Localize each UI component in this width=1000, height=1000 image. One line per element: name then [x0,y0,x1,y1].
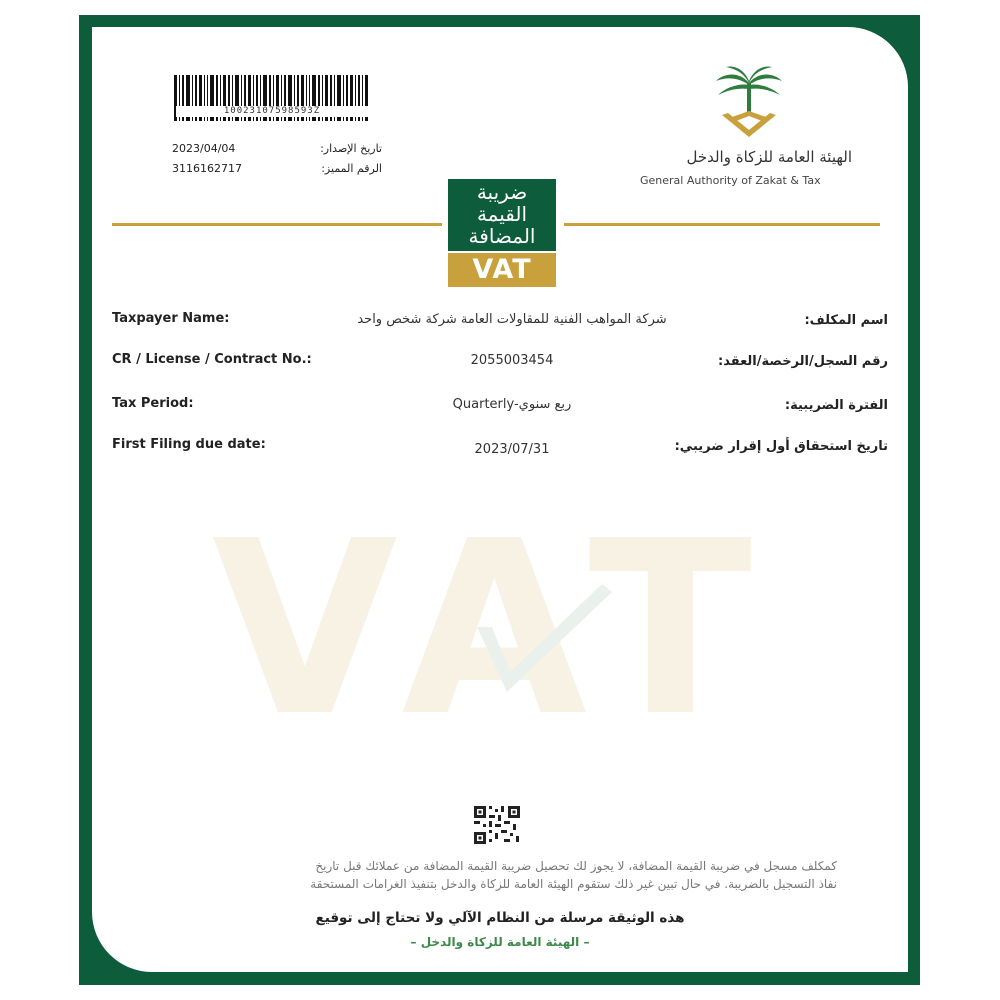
cr-label-ar: رقم السجل/الرخصة/العقد: [718,354,888,369]
period-label-ar: الفترة الضريبية: [784,398,888,413]
issue-date-label: تاريخ الإصدار: [320,142,382,155]
notice-line-1: كمكلف مسجل في ضريبة القيمة المضافة، لا يجوز لك تحصيل ضريبة القيمة المضافة من عملائك قبل تاريخ [315,859,837,873]
vat-badge-arabic [448,179,556,251]
issue-date-row [172,142,382,155]
qr-code-icon [474,806,520,844]
badge-line-3: المضافة [468,224,536,248]
certificate-card [92,27,908,972]
vat-badge [448,179,556,289]
footer-auto-generated: هذه الوثيقة مرسلة من النظام الآلي ولا تحتاج إلى توقيع [315,910,685,926]
watermark-text: VAT [211,532,773,717]
cr-value: 2055003454 [470,353,554,368]
palm-swords-logo-icon [704,65,794,145]
authority-name-english: General Authority of Zakat & Tax [640,174,821,187]
cr-row [112,352,888,392]
period-label-en: Tax Period: [112,396,194,411]
taxpayer-row [112,311,888,351]
issue-date-value: 2023/04/04 [172,142,236,155]
unique-id-value: 3116162717 [172,162,242,175]
first-filing-value: 2023/07/31 [474,442,550,457]
unique-id-row [172,162,382,175]
unique-id-label: الرقم المميز: [321,162,382,175]
gold-divider-left [112,223,442,226]
gold-divider-right [564,223,880,226]
authority-name-arabic: الهيئة العامة للزكاة والدخل [686,148,852,166]
vat-watermark [132,532,852,717]
badge-line-2: القيمة [476,202,528,226]
vat-badge-label: VAT [448,253,556,287]
cr-label-en: CR / License / Contract No.: [112,352,312,367]
first-filing-label-ar: تاريخ استحقاق أول إقرار ضريبي: [674,439,888,454]
period-row [112,396,888,436]
period-value: Quarterly-ربع سنوي [452,397,572,412]
first-filing-label-en: First Filing due date: [112,437,266,452]
notice-line-2: نفاذ التسجيل بالضريبة. في حال تبين غير ذلك ستقوم الهيئة العامة للزكاة والدخل بتنفيذ الغرامات المستحقة [310,877,837,891]
taxpayer-label-en: Taxpayer Name: [112,311,230,326]
first-filing-row [112,437,888,477]
barcode-number: 10023107598593Z [176,106,368,117]
footer-authority: – الهيئة العامة للزكاة والدخل – [410,935,590,949]
badge-line-1: ضريبة [476,180,528,204]
taxpayer-value: شركة المواهب الفنية للمقاولات العامة شركة شخص واحد [357,312,667,327]
taxpayer-label-ar: اسم المكلف: [804,313,888,328]
